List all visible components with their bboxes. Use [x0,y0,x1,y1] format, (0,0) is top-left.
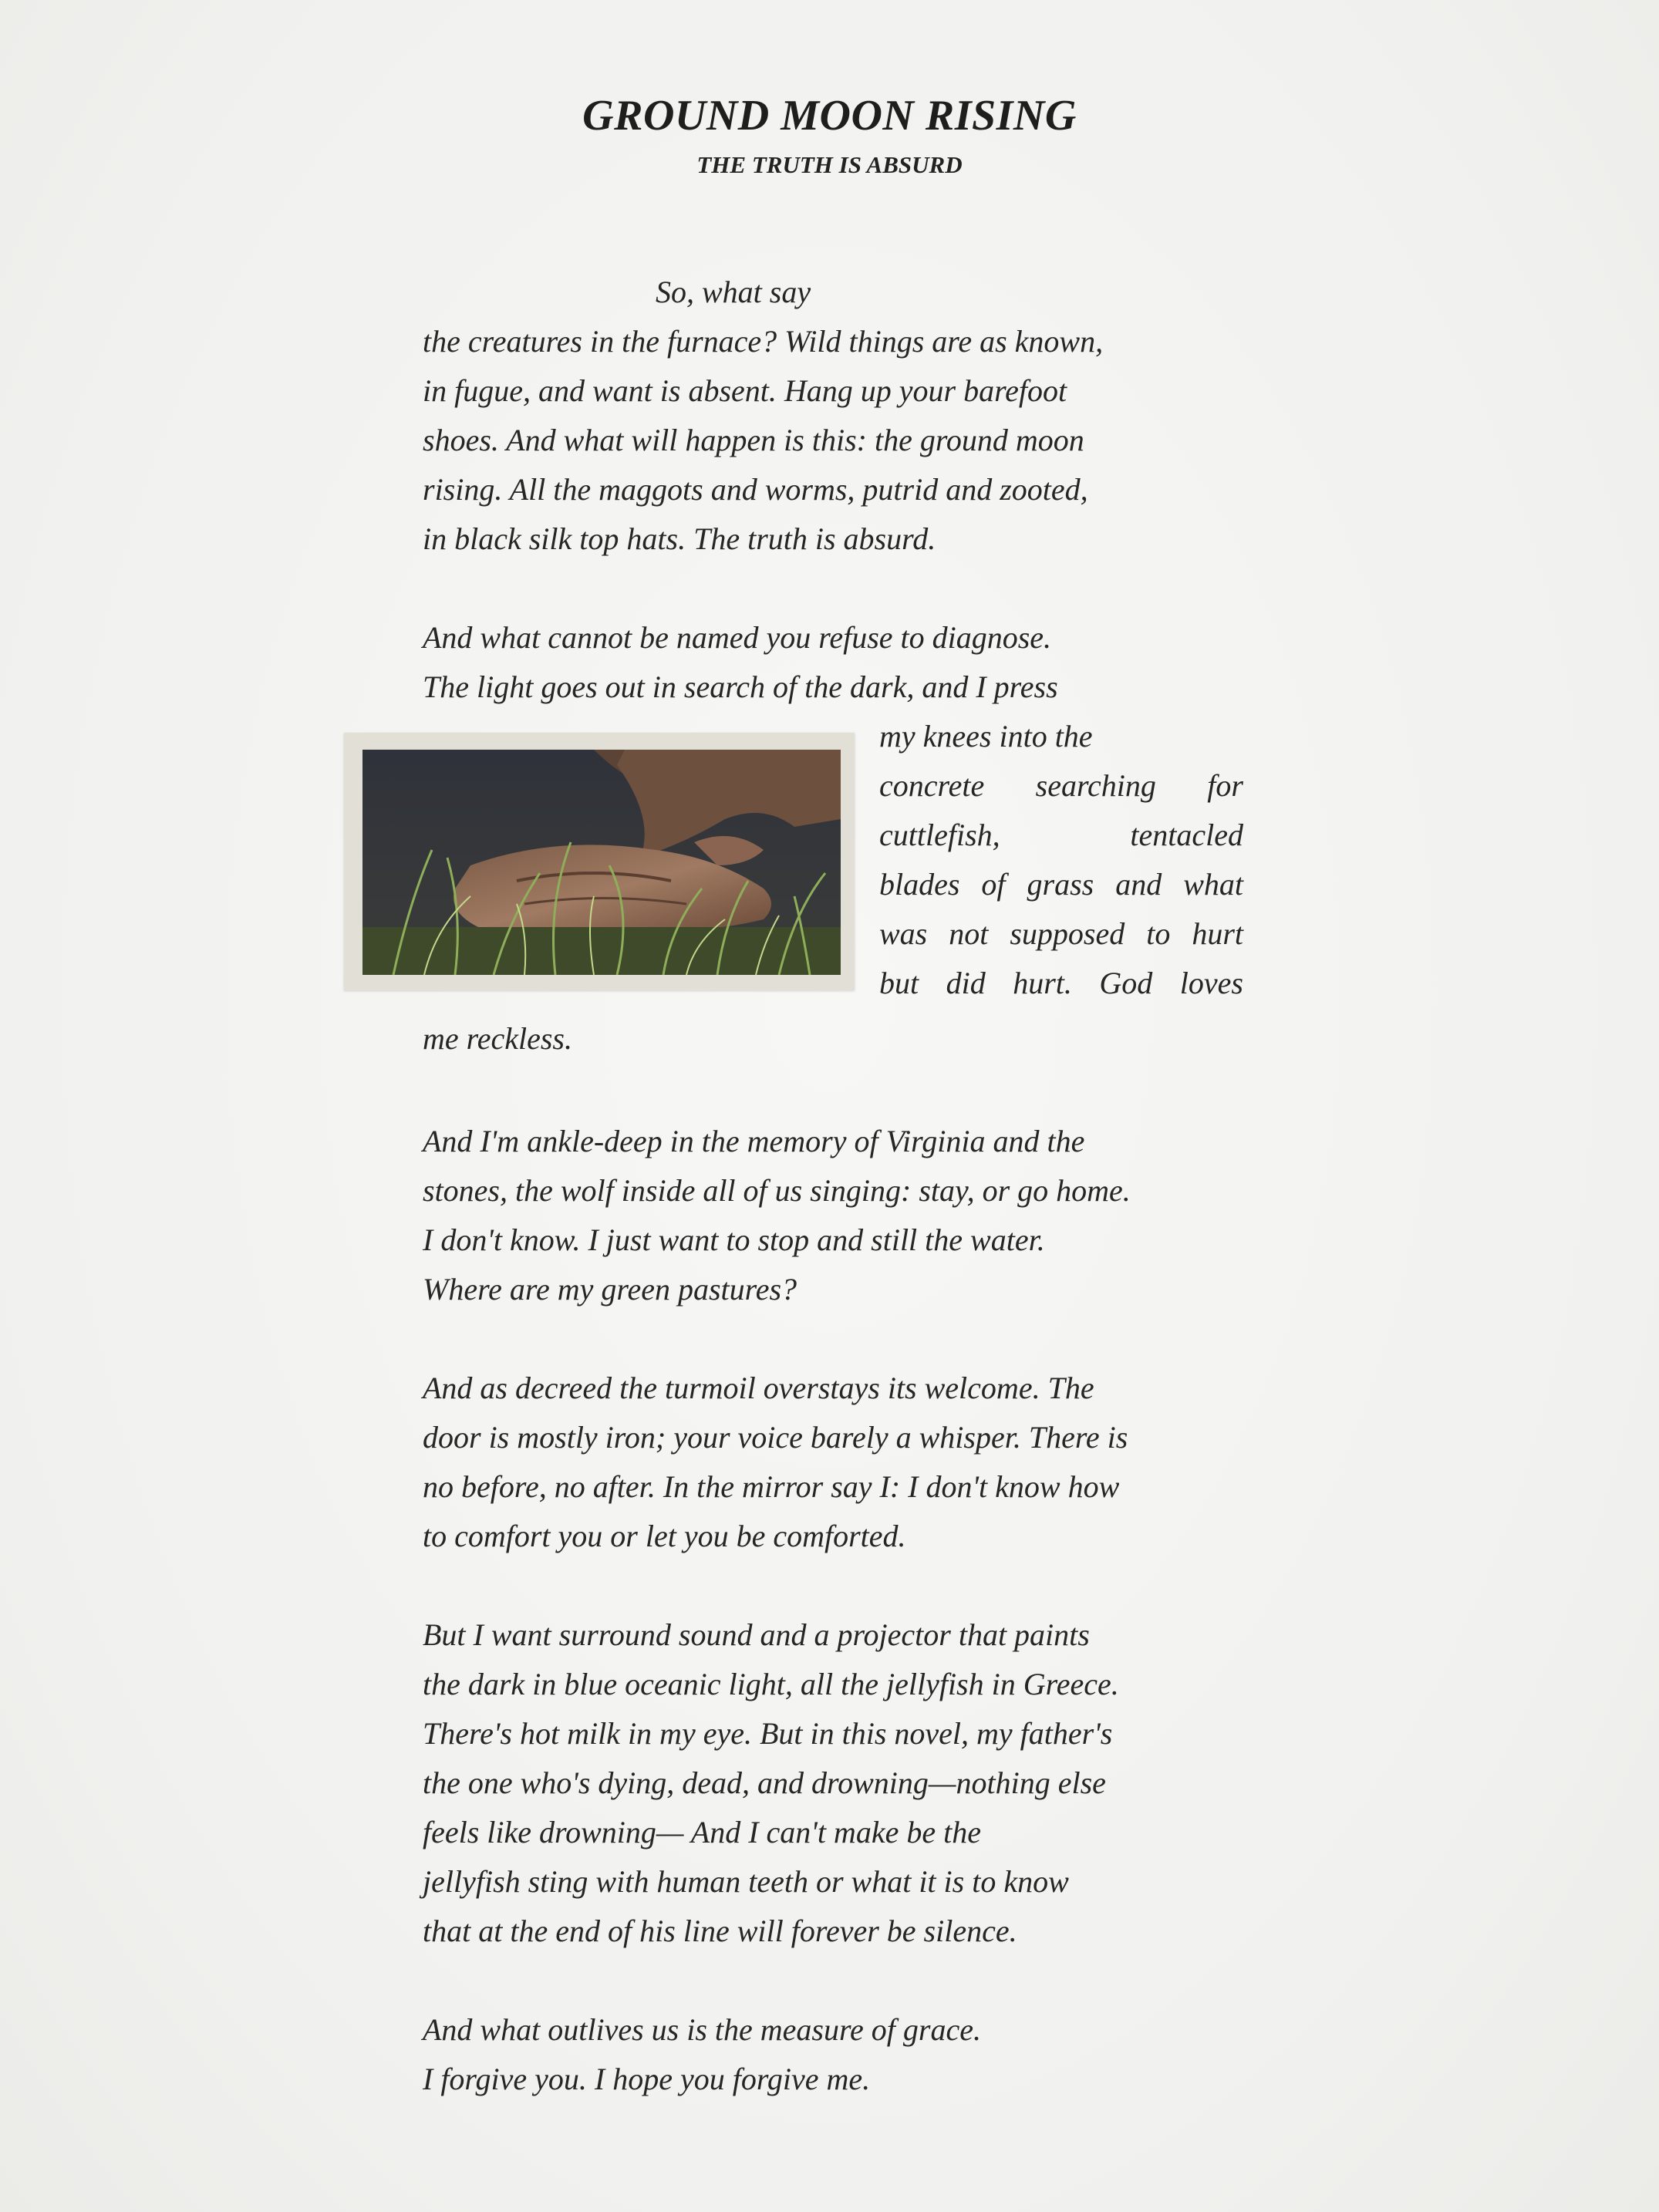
stanza-2-wrap-line-2: concrete searching for [879,768,1243,803]
stanza-2-wrap-line-1 [879,712,1243,761]
stanza-3-line-4: Where are my green pastures? [423,1272,797,1307]
stanza-1-line-4: rising. All the maggots and worms, putrid and zooted, [423,472,1088,507]
stanza-5-line-3: There's hot milk in my eye. But in this novel, my father's [423,1716,1113,1751]
stanza-1-line-2: in fugue, and want is absent. Hang up your barefoot [423,373,1067,408]
stanza-1-line-5: in black silk top hats. The truth is absurd. [423,521,936,556]
grass-hand-image [362,750,841,975]
stanza-1-line-1: the creatures in the furnace? Wild things are as known, [423,324,1104,359]
stanza-2-last-line: me reckless. [423,1021,572,1056]
stanza-2-wrap-line-5: was not supposed to hurt [879,916,1243,951]
stanza-5-line-1: But I want surround sound and a projector that paints [423,1617,1090,1652]
stanza-2-line-2: The light goes out in search of the dark, and I press [423,669,1058,704]
grass-hand-photo [362,750,841,975]
stanza-1-line-3: shoes. And what will happen is this: the ground moon [423,423,1084,457]
stanza-4-line-1: And as decreed the turmoil overstays its welcome. The [423,1371,1094,1405]
stanza-5-line-6: jellyfish sting with human teeth or what it is to know [423,1864,1069,1899]
stanza-5-line-2: the dark in blue oceanic light, all the jellyfish in Greece. [423,1667,1119,1701]
stanza-4-line-3: no before, no after. In the mirror say I: I don't know how [423,1469,1120,1504]
stanza-6-line-1: And what outlives us is the measure of grace. [423,2012,981,2047]
stanza-2-line-1: And what cannot be named you refuse to diagnose. [423,620,1052,655]
stanza-2-wrap-line-3: cuttlefish, tentacled [879,818,1243,852]
stanza-3-line-1: And I'm ankle-deep in the memory of Virginia and the [423,1124,1085,1158]
stanza-3-line-3: I don't know. I just want to stop and still the water. [423,1222,1045,1257]
poem-title: GROUND MOON RISING [582,92,1077,140]
stanza-5-line-4: the one who's dying, dead, and drowning—nothing else [423,1765,1106,1800]
stanza-4-line-4: to comfort you or let you be comforted. [423,1519,906,1553]
poem-subtitle: THE TRUTH IS ABSURD [696,151,963,178]
opening-line: So, what say [656,275,811,309]
stanza-5-line-5: feels like drowning— And I can't make be the [423,1815,981,1850]
wrap-text-1: my knees into the [879,719,1093,754]
stanza-2-wrap-line-6: but did hurt. God loves [879,966,1243,1000]
grass-hand-photo-frame [344,733,855,990]
stanza-4-line-2: door is mostly iron; your voice barely a whisper. There is [423,1420,1128,1455]
stanza-3-line-2: stones, the wolf inside all of us singing: stay, or go home. [423,1173,1131,1208]
stanza-2-wrap-line-4: blades of grass and what [879,867,1243,902]
stanza-6-line-2: I forgive you. I hope you forgive me. [423,2062,871,2096]
stanza-5-line-7: that at the end of his line will forever be silence. [423,1914,1017,1948]
